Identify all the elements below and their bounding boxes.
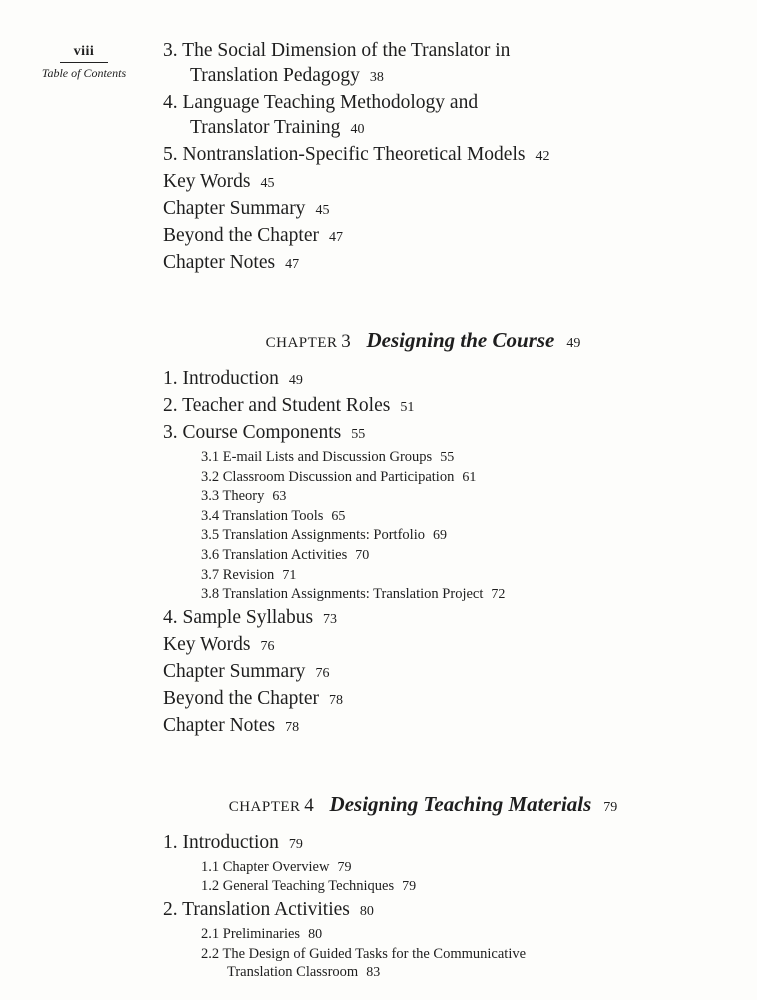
subentry-title: 1.2 General Teaching Techniques (201, 878, 395, 895)
subentry-page: 55 (440, 450, 455, 465)
toc-subentry (163, 945, 723, 964)
subentry-page: 70 (355, 547, 370, 563)
entry-title: 2. Translation Activities (163, 898, 350, 920)
entry-page: 47 (285, 257, 300, 272)
entry-page: 80 (359, 903, 374, 919)
subentry-page: 79 (337, 859, 352, 875)
toc-entry (163, 90, 723, 115)
toc-subentry (163, 526, 723, 546)
entry-number: 3. (163, 40, 178, 61)
subentry-title: 3.1 E-mail Lists and Discussion Groups (201, 449, 433, 465)
chapter-3-heading (163, 325, 723, 359)
subentry-title: 3.4 Translation Tools (201, 507, 324, 524)
entry-page: 76 (315, 665, 330, 681)
toc-entry (163, 659, 723, 686)
table-of-contents (163, 38, 723, 983)
entry-title: Nontranslation-Specific Theoretical Models (182, 144, 526, 165)
entry-title: Beyond the Chapter (163, 225, 319, 246)
entry-title: 1. Introduction (163, 831, 279, 853)
toc-subentry (163, 468, 723, 488)
chapter-title: Designing Teaching Materials (329, 791, 592, 816)
toc-entry-continued (163, 115, 723, 142)
subentry-title: 2.2 The Design of Guided Tasks for the Communicative (201, 945, 527, 962)
chapter-page: 79 (603, 799, 618, 815)
subentry-title: 3.8 Translation Assignments: Translation Project (201, 586, 484, 603)
entry-title: Translator Training (190, 117, 341, 138)
subentry-page: 63 (272, 489, 287, 505)
toc-entry (163, 420, 723, 447)
entry-title: Key Words (163, 633, 251, 655)
subentry-page: 80 (308, 926, 323, 942)
subentry-page: 72 (491, 587, 506, 603)
chapter-title: Designing the Course (366, 328, 555, 352)
entry-page: 51 (400, 400, 415, 415)
toc-subentry (163, 585, 723, 605)
toc-subentry (163, 487, 723, 507)
entry-page: 38 (369, 70, 384, 85)
entry-page: 76 (260, 638, 275, 654)
subentry-title: Translation Classroom (227, 964, 359, 981)
toc-entry (163, 713, 723, 740)
subentry-page: 83 (366, 965, 381, 981)
running-head (30, 42, 138, 81)
subentry-title: 3.3 Theory (201, 488, 265, 505)
entry-title: Beyond the Chapter (163, 687, 319, 709)
toc-subentry (163, 858, 723, 878)
toc-subentry (163, 448, 723, 468)
toc-entry (163, 605, 723, 632)
subentry-page: 71 (282, 567, 297, 583)
subentry-title: 3.7 Revision (201, 566, 275, 583)
entry-page: 78 (285, 719, 300, 735)
toc-entry (163, 250, 723, 277)
toc-entry (163, 223, 723, 250)
toc-entry (163, 366, 723, 393)
chapter-number: 3 (341, 331, 351, 352)
entry-title: Translation Pedagogy (190, 65, 360, 86)
entry-number: 4. (163, 92, 178, 113)
toc-entry (163, 393, 723, 420)
toc-entry (163, 142, 723, 169)
subentry-title: 3.5 Translation Assignments: Portfolio (201, 527, 425, 544)
entry-title: 2. Teacher and Student Roles (163, 395, 391, 416)
toc-subentry (163, 877, 723, 897)
chapter-label: CHAPTER (228, 798, 301, 815)
entry-title: 3. Course Components (163, 422, 342, 443)
toc-subentry (163, 507, 723, 527)
subentry-title: 1.1 Chapter Overview (201, 858, 330, 875)
page-number: viii (60, 44, 109, 63)
toc-subentry-continued (163, 963, 723, 983)
chapter-4-heading (163, 789, 723, 823)
subentry-page: 61 (462, 469, 477, 485)
entry-page: 55 (351, 427, 366, 442)
subentry-page: 69 (432, 528, 447, 544)
toc-subentry (163, 925, 723, 945)
entry-page: 49 (288, 373, 303, 388)
subentry-page: 79 (402, 879, 417, 895)
toc-subentry (163, 566, 723, 586)
entry-title: Chapter Summary (163, 198, 306, 219)
subentry-title: 3.6 Translation Activities (201, 546, 348, 563)
toc-entry (163, 169, 723, 196)
entry-title: Chapter Notes (163, 714, 276, 736)
entry-page: 45 (260, 176, 275, 191)
toc-entry (163, 196, 723, 223)
toc-entry (163, 830, 723, 857)
chapter-label: CHAPTER (265, 335, 338, 351)
chapter-number: 4 (304, 794, 314, 816)
entry-title: The Social Dimension of the Translator in (182, 40, 511, 61)
toc-subentry (163, 546, 723, 566)
entry-page: 79 (288, 836, 303, 852)
entry-title: 4. Sample Syllabus (163, 606, 314, 628)
chapter-page: 49 (566, 336, 581, 351)
toc-entry-continued (163, 63, 723, 90)
entry-page: 78 (328, 692, 343, 708)
toc-entry (163, 38, 723, 63)
toc-entry (163, 897, 723, 924)
entry-page: 73 (323, 611, 338, 627)
toc-entry (163, 632, 723, 659)
entry-title: Chapter Summary (163, 660, 306, 682)
entry-title: Key Words (163, 171, 251, 192)
entry-title: Chapter Notes (163, 252, 276, 273)
entry-page: 47 (328, 230, 343, 245)
entry-number: 5. (163, 144, 178, 165)
running-head-title: Table of Contents (41, 66, 127, 80)
entry-title: 1. Introduction (163, 368, 279, 389)
entry-page: 42 (535, 149, 550, 164)
subentry-title: 3.2 Classroom Discussion and Participation (201, 468, 455, 485)
toc-entry (163, 686, 723, 713)
entry-page: 45 (315, 203, 330, 218)
entry-page: 40 (350, 122, 365, 137)
subentry-title: 2.1 Preliminaries (201, 925, 301, 942)
subentry-page: 65 (331, 508, 346, 524)
entry-title: Language Teaching Methodology and (182, 92, 479, 113)
